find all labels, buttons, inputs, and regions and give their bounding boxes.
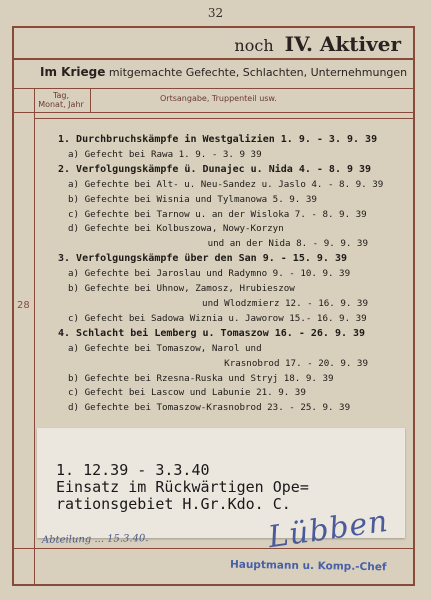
entry-line: a) Gefecht bei Rawa 1. 9. - 3. 9 39 xyxy=(68,148,262,160)
page-number: 32 xyxy=(207,6,224,20)
entry-line: Krasnobrod 17. - 20. 9. 39 xyxy=(224,357,368,369)
entry-line: d) Gefechte bei Kolbuszowa, Nowy-Korzyn xyxy=(68,223,284,235)
entry-line: 1. Durchbruchskämpfe in Westgalizien 1. 9. - 3. 9. 39 xyxy=(58,134,378,145)
entry-line: c) Gefechte bei Tarnow u. an der Wisloka 7. - 8. 9. 39 xyxy=(68,208,367,220)
column-header-date: Tag, Monat, Jahr xyxy=(38,91,84,109)
divider xyxy=(12,58,415,60)
section-title xyxy=(40,65,407,79)
entry-line: b) Gefechte bei Uhnow, Zamosz, Hrubieszow xyxy=(68,283,295,295)
handwritten-note: Abteilung ... 15.3.40. xyxy=(41,533,149,546)
entry-list xyxy=(58,133,388,416)
entry-line: c) Gefecht bei Lascow und Labunie 21. 9. 39 xyxy=(68,387,306,399)
entry-line: d) Gefechte bei Tomaszow-Krasnobrod 23. - 25. 9. 39 xyxy=(68,402,351,414)
entry-line: 3. Verfolgungskämpfe über den San 9. - 15. 9. 39 xyxy=(58,253,347,265)
divider xyxy=(34,118,415,119)
entry-line: b) Gefechte bei Rzesna-Ruska und Stryj 18. 9. 39 xyxy=(68,372,334,384)
divider xyxy=(12,88,415,89)
section-title-bold: Im Kriege xyxy=(40,65,106,79)
column-header-place: Ortsangabe, Truppenteil usw. xyxy=(160,94,277,103)
entry-line: a) Gefechte bei Tomaszow, Narol und xyxy=(68,342,262,354)
row-number: 28 xyxy=(17,300,30,311)
column-separator xyxy=(34,88,35,586)
strip-text: 1. 12.39 - 3.3.40 Einsatz im Rückwärtigen Ope= rationsgebiet H.Gr.Kdo. C. xyxy=(56,461,309,513)
page-header xyxy=(234,32,401,56)
header-title: IV. Aktiver xyxy=(284,32,401,56)
column-separator xyxy=(90,88,91,112)
entry-line: 4. Schlacht bei Lemberg u. Tomaszow 16. - 26. 9. 39 xyxy=(58,327,366,339)
rank-stamp: Hauptmann u. Komp.-Chef xyxy=(229,558,387,574)
entry-line: a) Gefechte bei Alt- u. Neu-Sandez u. Jaslo 4. - 8. 9. 39 xyxy=(68,178,384,190)
entry-line: a) Gefechte bei Jaroslau und Radymno 9. - 10. 9. 39 xyxy=(68,268,351,280)
divider xyxy=(12,112,415,113)
header-prefix: noch xyxy=(234,36,274,55)
entry-line: und Wlodzmierz 12. - 16. 9. 39 xyxy=(202,297,368,309)
entry-line: 2. Verfolgungskämpfe ü. Dunajec u. Nida 4. - 8. 9 39 xyxy=(58,163,372,175)
divider xyxy=(12,548,415,549)
entry-line: c) Gefecht bei Sadowa Wiznia u. Jaworow 15.- 16. 9. 39 xyxy=(68,312,367,324)
entry-line: und an der Nida 8. - 9. 9. 39 xyxy=(207,238,368,250)
section-title-rest: mitgemachte Gefechte, Schlachten, Unternehmungen xyxy=(108,66,408,79)
signature: Lübben xyxy=(266,503,391,556)
entry-line: b) Gefechte bei Wisnia und Tylmanowa 5. 9. 39 xyxy=(68,193,317,205)
